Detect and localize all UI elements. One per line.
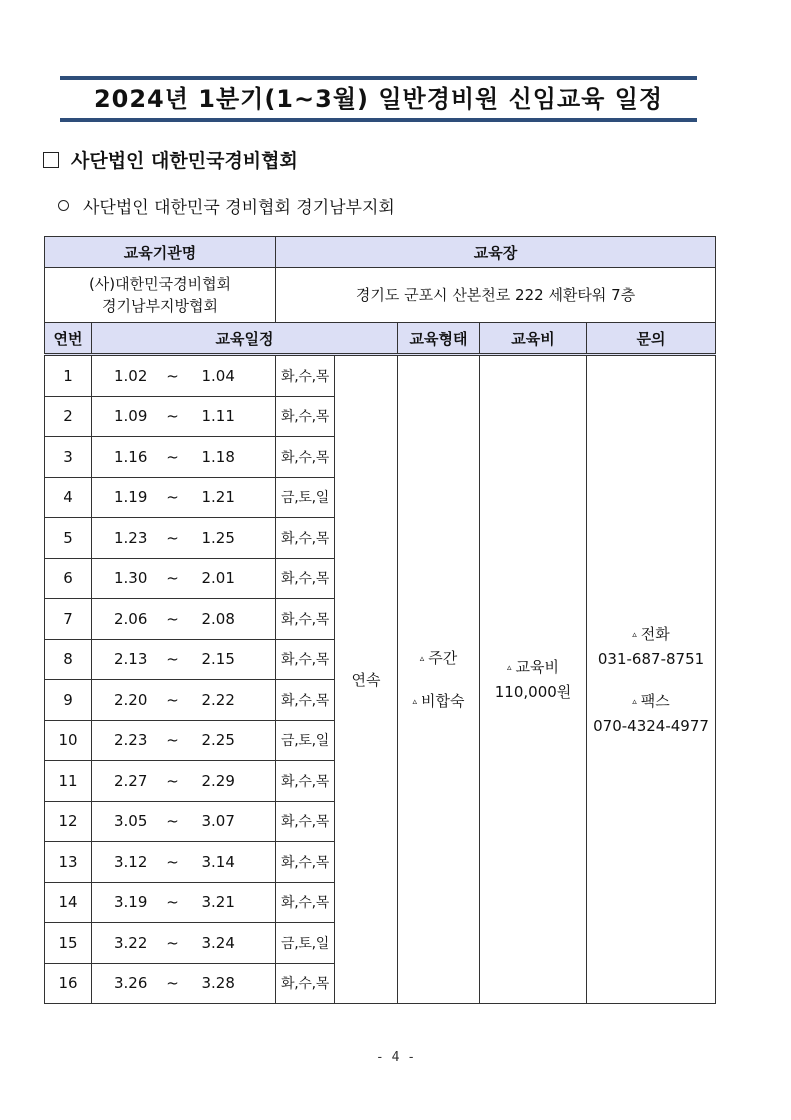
row-end-date: 2.25	[192, 720, 276, 761]
org-name	[45, 268, 276, 323]
row-days: 금,토,일	[276, 923, 335, 964]
row-start-date: 1.23	[92, 518, 154, 559]
row-days: 화,수,목	[276, 355, 335, 397]
row-tilde: ~	[154, 639, 192, 680]
header-contact: 문의	[587, 323, 716, 355]
row-tilde: ~	[154, 518, 192, 559]
triangle-bullet-icon: ▵	[412, 696, 418, 707]
schedule-table	[44, 236, 716, 1004]
row-days: 금,토,일	[276, 477, 335, 518]
row-start-date: 1.09	[92, 396, 154, 437]
row-start-date: 3.19	[92, 882, 154, 923]
row-tilde: ~	[154, 558, 192, 599]
title-block	[60, 76, 697, 122]
row-start-date: 3.26	[92, 963, 154, 1004]
type-gap	[398, 671, 479, 689]
row-no: 7	[45, 599, 92, 640]
contact-phone: 031-687-8751	[597, 649, 705, 668]
type-cell	[398, 355, 480, 1004]
header-org: 교육기관명	[45, 237, 276, 268]
section-heading-text: 사단법인 대한민국경비협회	[71, 150, 298, 172]
row-start-date: 1.16	[92, 437, 154, 478]
row-start-date: 2.20	[92, 680, 154, 721]
row-end-date: 3.21	[192, 882, 276, 923]
row-days: 화,수,목	[276, 396, 335, 437]
row-days: 화,수,목	[276, 437, 335, 478]
triangle-bullet-icon: ▵	[632, 696, 637, 707]
row-end-date: 3.24	[192, 923, 276, 964]
contact-phone-label-line	[587, 622, 715, 647]
type-day-text: 주간	[428, 648, 458, 667]
row-no: 16	[45, 963, 92, 1004]
circle-bullet-icon	[58, 200, 69, 211]
row-start-date: 2.13	[92, 639, 154, 680]
fee-label: 교육비	[515, 658, 560, 676]
type-line1	[398, 646, 479, 671]
row-start-date: 1.30	[92, 558, 154, 599]
row-tilde: ~	[154, 680, 192, 721]
contact-gap	[587, 671, 715, 689]
row-days: 화,수,목	[276, 639, 335, 680]
header-schedule: 교육일정	[92, 323, 398, 355]
row-tilde: ~	[154, 923, 192, 964]
row-no: 4	[45, 477, 92, 518]
row-days: 화,수,목	[276, 518, 335, 559]
row-no: 1	[45, 355, 92, 397]
row-tilde: ~	[154, 599, 192, 640]
title-rule-bottom	[60, 118, 697, 122]
row-tilde: ~	[154, 355, 192, 397]
org-name-line1: (사)대한민국경비협회	[88, 275, 232, 293]
contact-fax: 070-4324-4977	[593, 716, 709, 735]
row-end-date: 2.29	[192, 761, 276, 802]
table-row	[45, 355, 716, 397]
row-tilde: ~	[154, 882, 192, 923]
row-days: 화,수,목	[276, 842, 335, 883]
row-tilde: ~	[154, 842, 192, 883]
row-end-date: 3.28	[192, 963, 276, 1004]
row-start-date: 2.06	[92, 599, 154, 640]
row-end-date: 1.04	[192, 355, 276, 397]
fee-cell	[480, 355, 587, 1004]
org-name-line2: 경기남부지방협회	[102, 297, 218, 315]
row-days: 화,수,목	[276, 882, 335, 923]
contact-phone-label: 전화	[640, 624, 670, 643]
row-end-date: 2.22	[192, 680, 276, 721]
row-end-date: 1.18	[192, 437, 276, 478]
row-days: 화,수,목	[276, 558, 335, 599]
row-no: 12	[45, 801, 92, 842]
row-start-date: 3.05	[92, 801, 154, 842]
row-end-date: 2.15	[192, 639, 276, 680]
type-line2	[398, 689, 479, 714]
row-start-date: 3.22	[92, 923, 154, 964]
row-no: 6	[45, 558, 92, 599]
row-days: 화,수,목	[276, 680, 335, 721]
page-title: 2024년 1분기(1~3월) 일반경비원 신임교육 일정	[93, 85, 664, 113]
row-end-date: 2.08	[192, 599, 276, 640]
row-end-date: 1.11	[192, 396, 276, 437]
row-no: 10	[45, 720, 92, 761]
row-end-date: 1.21	[192, 477, 276, 518]
row-tilde: ~	[154, 720, 192, 761]
mode-cell: 연속	[335, 355, 398, 1004]
row-no: 8	[45, 639, 92, 680]
row-end-date: 3.07	[192, 801, 276, 842]
row-no: 14	[45, 882, 92, 923]
row-start-date: 1.19	[92, 477, 154, 518]
triangle-bullet-icon: ▵	[507, 663, 512, 673]
row-days: 화,수,목	[276, 599, 335, 640]
row-tilde: ~	[154, 477, 192, 518]
row-no: 5	[45, 518, 92, 559]
contact-cell	[587, 355, 716, 1004]
row-tilde: ~	[154, 437, 192, 478]
triangle-bullet-icon: ▵	[419, 653, 425, 664]
row-start-date: 1.02	[92, 355, 154, 397]
header-row-1	[45, 237, 716, 268]
header-no: 연번	[45, 323, 92, 355]
fee-amount: 110,000원	[494, 683, 572, 701]
row-no: 2	[45, 396, 92, 437]
page-number: - 4 -	[375, 1050, 416, 1065]
contact-fax-label: 팩스	[640, 691, 670, 710]
row-start-date: 2.27	[92, 761, 154, 802]
row-no: 11	[45, 761, 92, 802]
place-address: 경기도 군포시 산본천로 222 세환타워 7층	[276, 268, 716, 323]
row-start-date: 2.23	[92, 720, 154, 761]
header-place: 교육장	[276, 237, 716, 268]
row-no: 3	[45, 437, 92, 478]
row-days: 화,수,목	[276, 801, 335, 842]
row-days: 화,수,목	[276, 963, 335, 1004]
header-type: 교육형태	[398, 323, 480, 355]
row-end-date: 3.14	[192, 842, 276, 883]
triangle-bullet-icon: ▵	[632, 629, 637, 640]
row-no: 15	[45, 923, 92, 964]
org-row	[45, 268, 716, 323]
row-start-date: 3.12	[92, 842, 154, 883]
header-fee: 교육비	[480, 323, 587, 355]
contact-fax-label-line	[587, 689, 715, 714]
row-end-date: 2.01	[192, 558, 276, 599]
sub-heading-text: 사단법인 대한민국 경비협회 경기남부지회	[83, 198, 395, 218]
type-stay-text: 비합숙	[421, 691, 465, 710]
row-tilde: ~	[154, 801, 192, 842]
section-heading	[43, 146, 298, 173]
row-no: 9	[45, 680, 92, 721]
row-days: 금,토,일	[276, 720, 335, 761]
row-no: 13	[45, 842, 92, 883]
header-row-2	[45, 323, 716, 355]
sub-heading	[58, 193, 395, 218]
row-tilde: ~	[154, 761, 192, 802]
row-tilde: ~	[154, 963, 192, 1004]
row-tilde: ~	[154, 396, 192, 437]
row-end-date: 1.25	[192, 518, 276, 559]
fee-line1	[480, 655, 586, 680]
square-bullet-icon	[43, 152, 59, 168]
row-days: 화,수,목	[276, 761, 335, 802]
